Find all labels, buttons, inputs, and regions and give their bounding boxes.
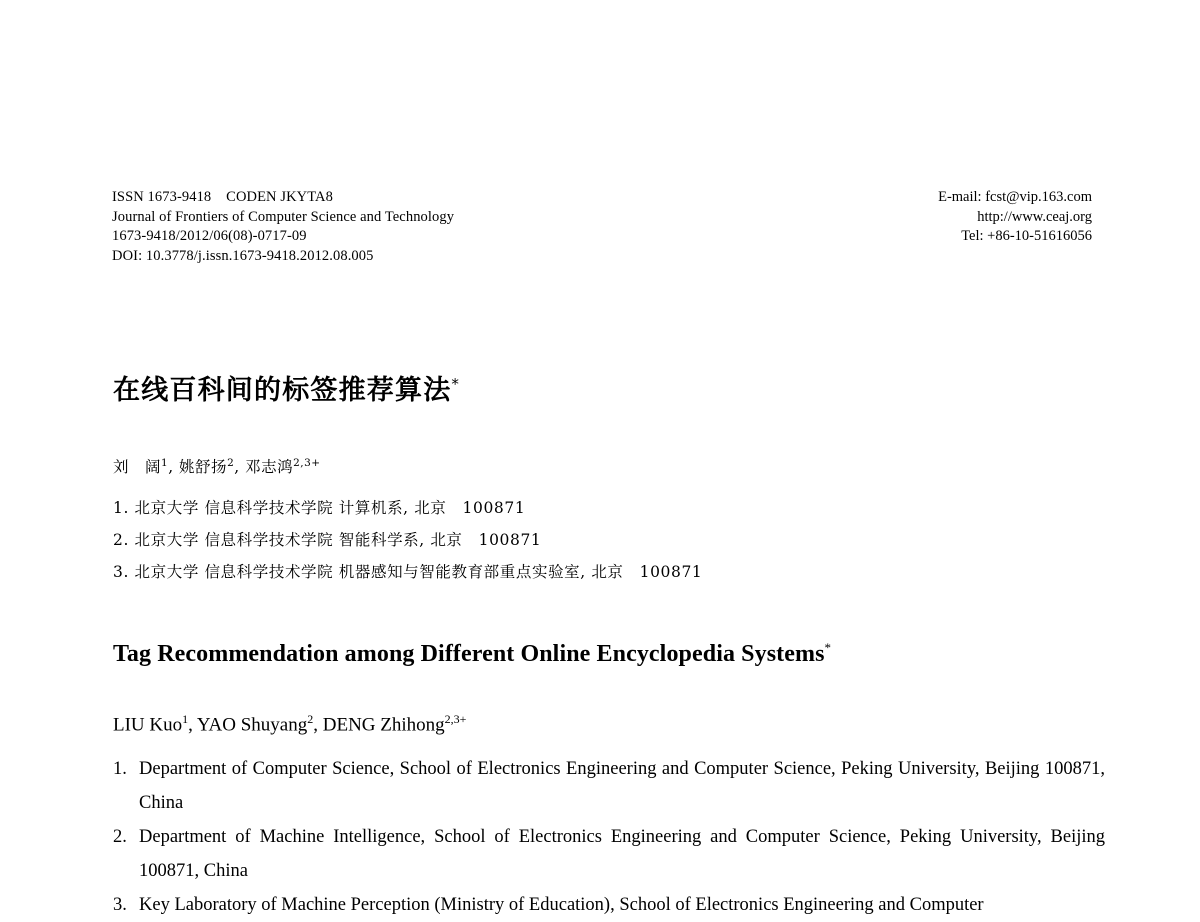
article-id: 1673-9418/2012/06(08)-0717-09 (112, 228, 307, 244)
english-affiliation-1 (113, 752, 1105, 820)
masthead (112, 188, 1092, 266)
chinese-affiliation-1: 1. 北京大学 信息科学技术学院 计算机系, 北京 100871 (113, 499, 526, 517)
english-title (113, 640, 1103, 668)
english-title-text: Tag Recommendation among Different Online Encyclopedia Systems (113, 641, 825, 667)
chinese-author-2: , 姚舒扬 (168, 458, 228, 476)
chinese-affiliations (113, 492, 702, 588)
chinese-affiliation-2: 2. 北京大学 信息科学技术学院 智能科学系, 北京 100871 (113, 531, 542, 549)
english-affiliation-2-text: Department of Machine Intelligence, School of Electronics Engineering and Computer Science, Peking University, Beijing 100871, China (139, 827, 1105, 881)
english-affiliation-1-number: 1. (113, 759, 127, 779)
english-author-1-affil-mark: 1 (182, 712, 189, 726)
english-affiliation-3 (113, 888, 1105, 922)
english-affiliation-3-text: Key Laboratory of Machine Perception (Ministry of Education), School of Electronics Engineering and Computer (139, 895, 984, 915)
masthead-left (112, 188, 454, 266)
chinese-author-list (113, 455, 321, 477)
chinese-author-2-affil-mark: 2 (227, 456, 235, 469)
journal-name: Journal of Frontiers of Computer Science and Technology (112, 208, 455, 225)
chinese-author-3: , 邓志鸿 (234, 458, 294, 476)
chinese-title-footnote-mark: * (451, 375, 461, 393)
english-title-footnote-mark: * (824, 640, 832, 655)
english-author-3-affil-mark: 2,3+ (444, 712, 467, 726)
english-author-2: , YAO Shuyang (188, 714, 308, 736)
english-affiliation-1-text: Department of Computer Science, School of Electronics Engineering and Computer Science, Peking University, Beijing 100871, China (139, 759, 1105, 813)
english-author-3: , DENG Zhihong (313, 714, 445, 736)
chinese-author-1: 刘 阔 (113, 458, 162, 476)
journal-email: E-mail: fcst@vip.163.com (938, 189, 1092, 205)
journal-website[interactable]: http://www.ceaj.org (977, 208, 1092, 225)
english-affiliation-2 (113, 820, 1105, 888)
issn-codon-line: ISSN 1673-9418 CODEN JKYTA8 (112, 189, 333, 205)
english-author-1: LIU Kuo (113, 714, 183, 736)
english-affiliation-2-number: 2. (113, 827, 127, 847)
chinese-affiliation-3: 3. 北京大学 信息科学技术学院 机器感知与智能教育部重点实验室, 北京 100871 (113, 563, 703, 581)
chinese-title (113, 368, 460, 407)
english-author-2-affil-mark: 2 (307, 712, 314, 726)
masthead-right (938, 188, 1092, 247)
chinese-author-1-affil-mark: 1 (161, 456, 169, 469)
english-affiliation-3-number: 3. (113, 895, 127, 915)
english-affiliations (113, 752, 1105, 922)
journal-telephone: Tel: +86-10-51616056 (961, 228, 1092, 244)
english-author-list (113, 712, 466, 736)
doi: DOI: 10.3778/j.issn.1673-9418.2012.08.005 (112, 247, 374, 264)
chinese-author-3-affil-mark: 2,3+ (293, 456, 321, 469)
chinese-title-text: 在线百科间的标签推荐算法 (113, 375, 452, 406)
